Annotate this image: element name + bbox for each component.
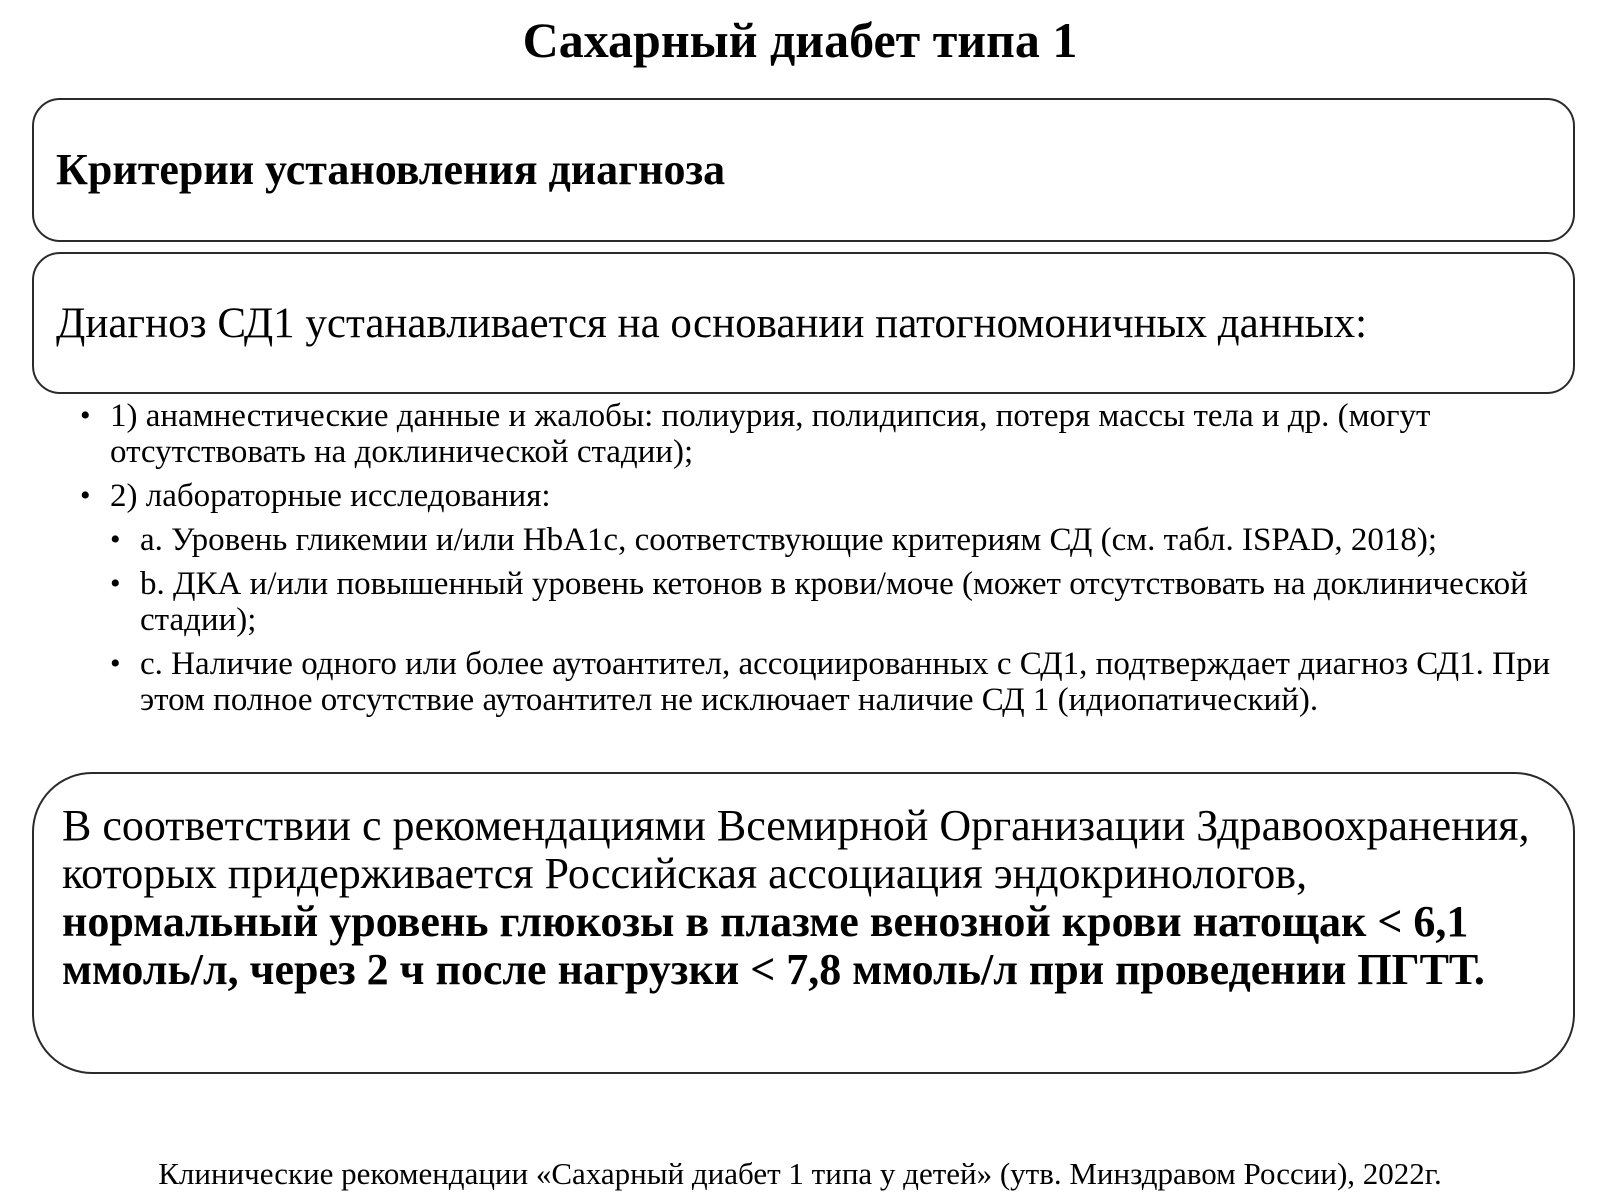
bullet-icon: • xyxy=(110,567,121,600)
bullet-icon: • xyxy=(80,399,91,432)
list-item xyxy=(0,398,1600,470)
who-recommendation-box xyxy=(32,772,1575,1074)
list-subitem-text: a. Уровень гликемии и/или HbA1c, соответствующие критериям СД (см. табл. ISPAD, 2018); xyxy=(140,522,1437,558)
list-subitem-text: b. ДКА и/или повышенный уровень кетонов в крови/моче (может отсутствовать на доклинической стадии); xyxy=(140,566,1528,638)
bullet-icon: • xyxy=(110,523,121,556)
page-title: Сахарный диабет типа 1 xyxy=(522,12,1078,68)
who-recommendation-text xyxy=(62,802,1542,994)
criteria-heading: Критерии установления диагноза xyxy=(56,145,726,194)
recommendation-bold-text: нормальный уровень глюкозы в плазме венозной крови натощак < 6,1 ммоль/л, через 2 ч после нагрузки < 7,8 ммоль/л при проведении ПГТТ. xyxy=(62,897,1485,994)
recommendation-regular-text: В соответствии с рекомендациями Всемирной Организации Здравоохранения, которых придерживается Российская ассоциация эндокринологов, xyxy=(62,801,1530,898)
bullet-icon: • xyxy=(110,647,121,680)
bullet-icon: • xyxy=(80,479,91,512)
source-citation: Клинические рекомендации «Сахарный диабет 1 типа у детей» (утв. Минздравом России), 2022г. xyxy=(158,1156,1442,1191)
list-item-text: 2) лабораторные исследования: xyxy=(110,478,551,514)
list-item-text: 1) анамнестические данные и жалобы: полиурия, полидипсия, потеря массы тела и др. (могут отсутствовать на доклинической стадии); xyxy=(110,398,1431,470)
list-subitem xyxy=(0,646,1600,718)
diagnosis-intro-text: Диагноз СД1 устанавливается на основании патогномоничных данных: xyxy=(56,300,1368,347)
list-subitem-text: c. Наличие одного или более аутоантител, ассоциированных с СД1, подтверждает диагноз СД1. При этом полное отсутствие аутоантител не исключает наличие СД 1 (идиопатический). xyxy=(140,646,1551,718)
diagnosis-intro-box xyxy=(32,252,1575,394)
list-subitem xyxy=(0,522,1600,558)
list-subitem xyxy=(0,566,1600,638)
criteria-list xyxy=(0,398,1600,726)
list-item xyxy=(0,478,1600,514)
criteria-heading-box xyxy=(32,98,1575,242)
